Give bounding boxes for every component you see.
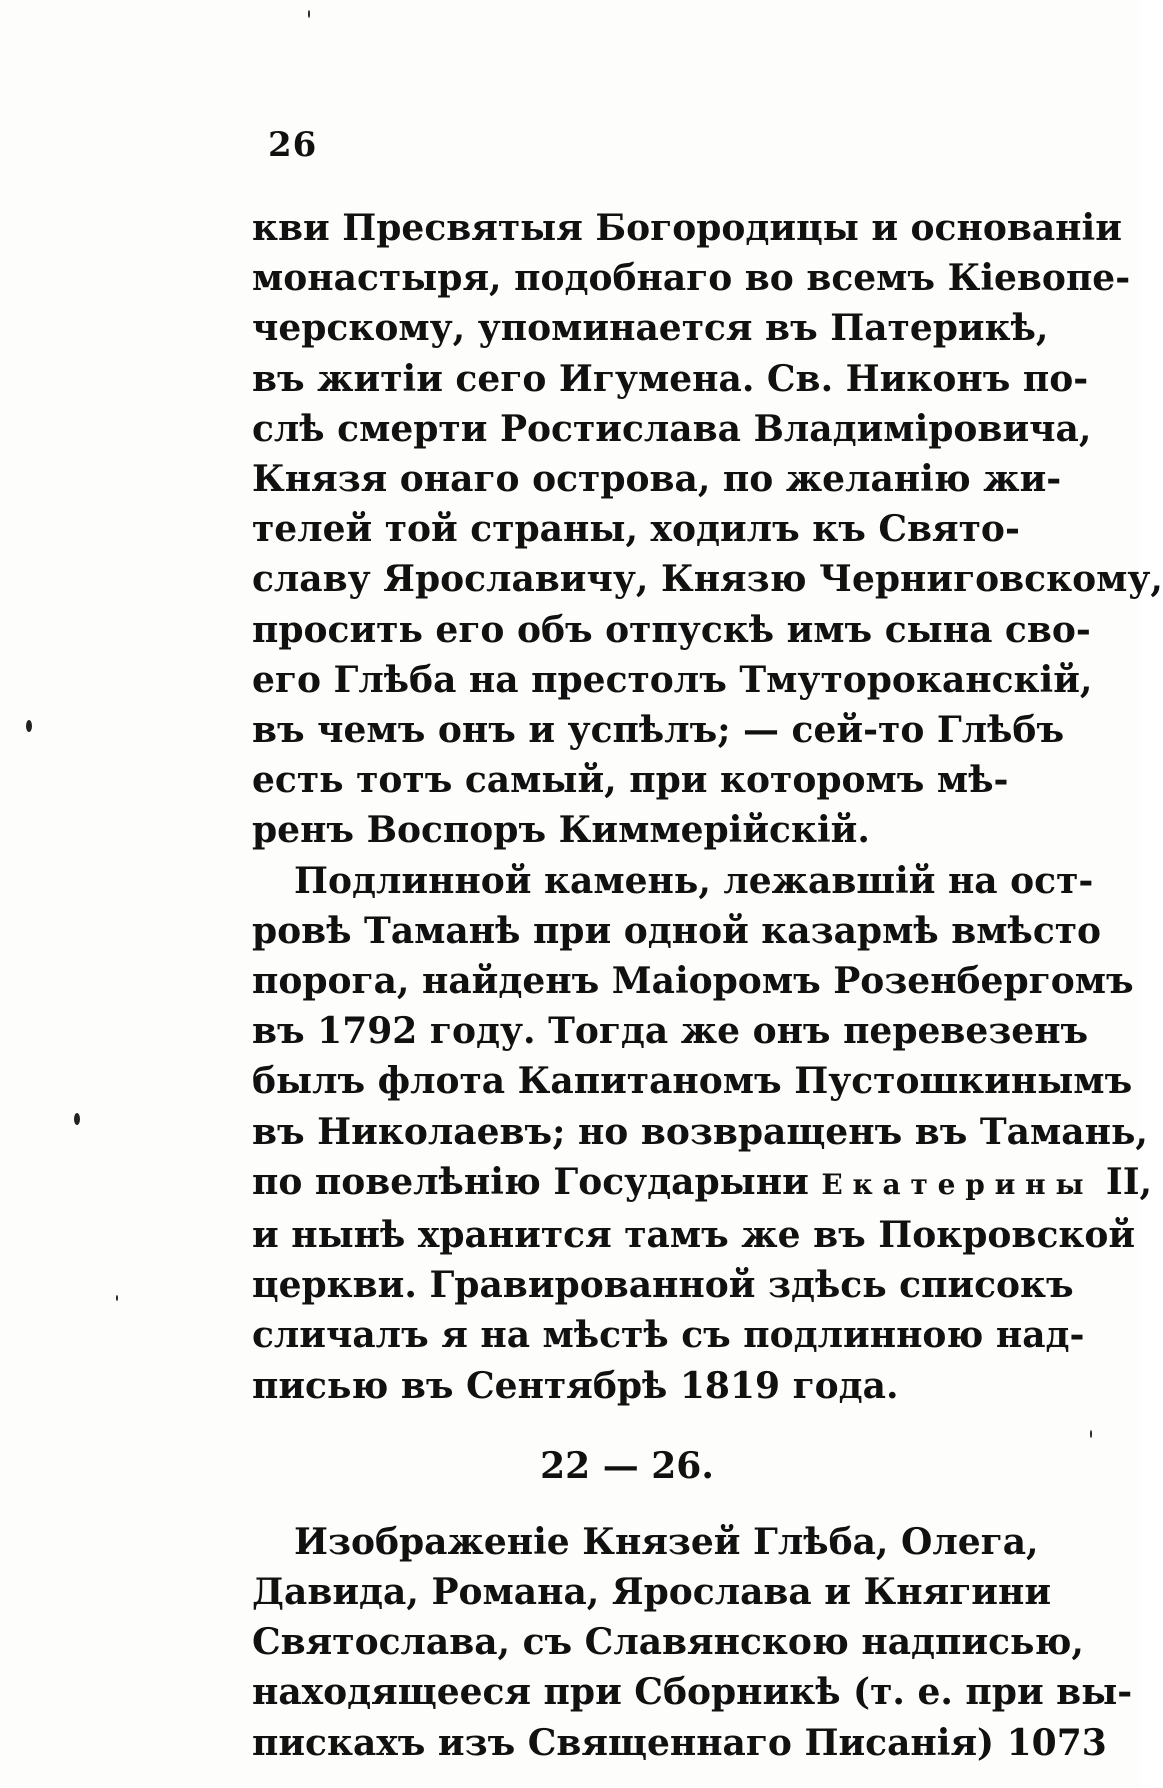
text-line: и нынѣ хранится тамъ же въ Покровской xyxy=(252,1214,1136,1257)
paragraph-2 xyxy=(252,856,1153,1411)
spaced-name: Екатерины xyxy=(821,1167,1094,1201)
text-line-with-spaced-name xyxy=(252,1157,1153,1210)
text-line: славу Ярославичу, Князю Черниговскому, xyxy=(252,558,1163,601)
text-line: просить его объ отпускѣ имъ сына сво- xyxy=(252,608,1091,651)
section-heading: 22 — 26. xyxy=(540,1444,714,1487)
text-line: Святослава, съ Славянскою надписью, xyxy=(252,1621,1084,1664)
scan-speck xyxy=(74,1113,80,1125)
text-line: былъ флота Капитаномъ Пустошкинымъ xyxy=(252,1060,1133,1103)
scan-speck xyxy=(116,1295,118,1301)
text-line: въ чемъ онъ и успѣлъ; — сей-то Глѣбъ xyxy=(252,709,1065,752)
text-segment: по повелѣнiю Государыни xyxy=(252,1160,822,1203)
text-line: Давида, Романа, Ярослава и Княгини xyxy=(252,1571,1052,1614)
scan-speck xyxy=(1090,1430,1092,1438)
text-line: сличалъ я на мѣстѣ съ подлинною над- xyxy=(252,1314,1085,1357)
page-number: 26 xyxy=(268,125,318,165)
paragraph-1 xyxy=(252,203,1163,856)
text-line: ренъ Воспоръ Киммерiйскiй. xyxy=(252,809,870,852)
text-line: въ житiи сего Игумена. Св. Никонъ по- xyxy=(252,357,1089,400)
text-line: находящееся при Сборникѣ (т. е. при вы- xyxy=(252,1671,1133,1714)
scan-speck xyxy=(26,720,32,732)
text-line: телей той страны, ходилъ къ Свято- xyxy=(252,508,1020,551)
text-line: Князя онаго острова, по желанiю жи- xyxy=(252,458,1062,501)
scan-speck xyxy=(308,10,310,18)
paragraph-3 xyxy=(252,1517,1133,1768)
text-line: ровѣ Таманѣ при одной казармѣ вмѣсто xyxy=(252,909,1102,952)
text-line: слѣ смерти Ростислава Владимiровича, xyxy=(252,407,1092,450)
text-line: кви Пресвятыя Богородицы и основанiи xyxy=(252,207,1122,249)
text-line: церкви. Гравированной здѣсь списокъ xyxy=(252,1264,1074,1307)
text-line: въ 1792 году. Тогда же онъ перевезенъ xyxy=(252,1010,1089,1053)
text-line: его Глѣба на престолъ Тмутороканскiй, xyxy=(252,658,1093,701)
text-line: писью въ Сентябрѣ 1819 года. xyxy=(252,1364,899,1407)
text-line: черскому, упоминается въ Патерикѣ, xyxy=(252,307,1049,350)
text-line: порога, найденъ Маiоромъ Розенбергомъ xyxy=(252,960,1134,1003)
text-line: Подлинной камень, лежавшiй на ост- xyxy=(294,859,1094,902)
text-line: есть тотъ самый, при которомъ мѣ- xyxy=(252,759,1009,802)
text-block xyxy=(252,203,1163,1768)
text-segment: II, xyxy=(1093,1160,1153,1203)
text-line: монастыря, подобнаго во всемъ Кiевопе- xyxy=(252,257,1131,300)
text-line: Изображенiе Князей Глѣба, Олега, xyxy=(294,1520,1039,1563)
text-line: пискахъ изъ Священнаго Писанiя) 1073 xyxy=(252,1721,1107,1764)
text-line: въ Николаевъ; но возвращенъ въ Тамань, xyxy=(252,1110,1148,1153)
